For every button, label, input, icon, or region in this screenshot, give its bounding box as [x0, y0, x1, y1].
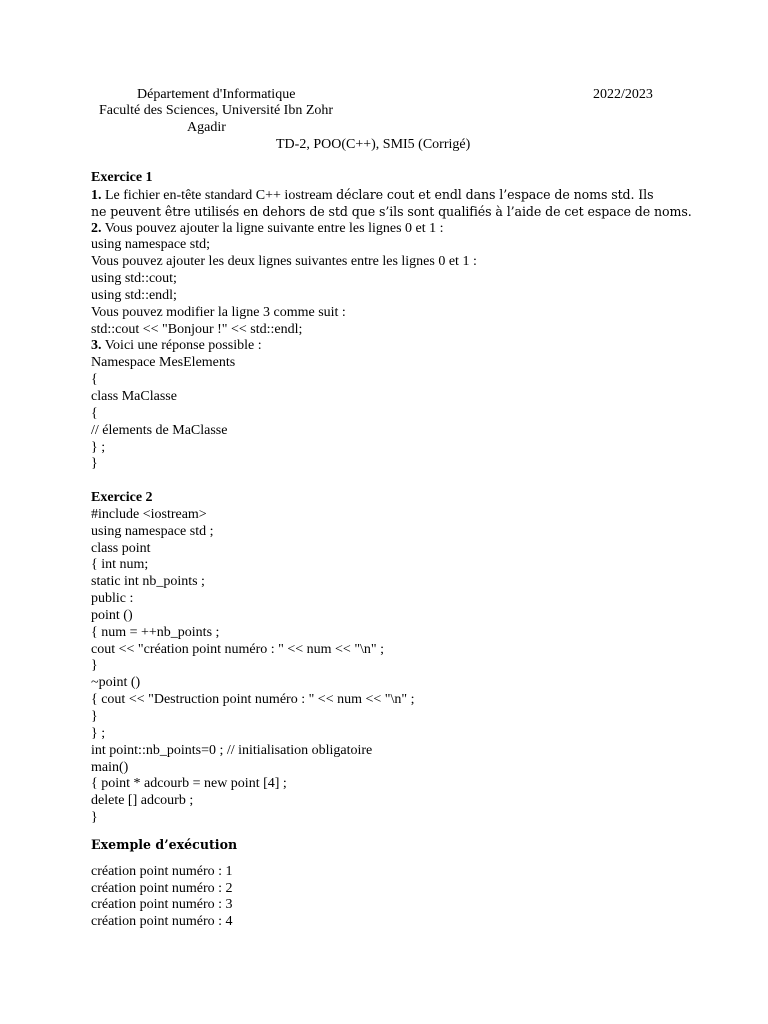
exercise-2-code [91, 507, 711, 827]
code-line: { int num; [91, 557, 149, 573]
code-line: { point * adcourb = new point [4] ; [91, 776, 287, 792]
output-line: création point numéro : 4 [91, 914, 233, 930]
faculty-name: Faculté des Sciences, Université Ibn Zohr [99, 103, 334, 118]
output-line: création point numéro : 3 [91, 897, 233, 913]
code-line: public : [91, 591, 134, 607]
document-body [91, 170, 711, 931]
code-brace-open-2: { [91, 405, 98, 421]
city-name: Agadir [187, 120, 226, 135]
question-2-alternative: Vous pouvez ajouter les deux lignes suivantes entre les lignes 0 et 1 : [91, 254, 477, 270]
code-using-namespace: using namespace std; [91, 237, 210, 253]
code-brace-close-1: } ; [91, 439, 106, 455]
code-line-3: std::cout << "Bonjour !" << std::endl; [91, 321, 303, 337]
code-line: cout << "création point numéro : " << num << "\n" ; [91, 641, 385, 657]
question-3-text: Voici une réponse possible : [101, 338, 262, 354]
question-1-number: 1. [91, 187, 102, 203]
course-title: TD-2, POO(C++), SMI5 (Corrigé) [276, 137, 471, 152]
question-2-text: Vous pouvez ajouter la ligne suivante entre les lignes 0 et 1 : [101, 220, 444, 236]
academic-year: 2022/2023 [593, 87, 653, 102]
question-3-number: 3. [91, 338, 102, 354]
code-line: class point [91, 540, 151, 556]
exercise-2-title: Exercice 2 [91, 490, 153, 506]
code-line: } [91, 810, 98, 826]
code-line: int point::nb_points=0 ; // initialisation obligatoire [91, 742, 373, 758]
code-line: } [91, 658, 98, 674]
question-3 [91, 338, 711, 355]
code-line: static int nb_points ; [91, 574, 205, 590]
department-name: Département d'Informatique [137, 87, 296, 102]
question-2-modify: Vous pouvez modifier la ligne 3 comme suit : [91, 304, 346, 320]
code-class: class MaClasse [91, 388, 177, 404]
question-1-text-b: déclare cout et endl dans l’espace de noms std. Ils [336, 186, 654, 202]
code-line: } [91, 709, 98, 724]
question-2 [91, 221, 711, 238]
code-using-endl: using std::endl; [91, 287, 177, 303]
execution-output [91, 864, 711, 931]
code-line: using namespace std ; [91, 523, 214, 539]
question-1-text-c: ne peuvent être utilisés en dehors de std que s’ils sont qualifiés à l’aide de cet espace de noms. [91, 203, 692, 219]
code-namespace: Namespace MesElements [91, 355, 236, 371]
code-using-cout: using std::cout; [91, 271, 177, 287]
code-line: #include <iostream> [91, 506, 207, 522]
output-line: création point numéro : 1 [91, 863, 233, 879]
question-1 [91, 187, 711, 204]
code-line: delete [] adcourb ; [91, 793, 194, 809]
code-line: point () [91, 607, 133, 623]
output-line: création point numéro : 2 [91, 880, 233, 896]
exercise-1-title: Exercice 1 [91, 170, 153, 185]
execution-example-title: Exemple d’exécution [91, 836, 238, 852]
question-1-text-a: Le fichier en-tête standard C++ iostream [101, 187, 337, 203]
code-brace-open-1: { [91, 372, 98, 388]
code-line: { cout << "Destruction point numéro : " << num << "\n" ; [91, 692, 415, 708]
code-line: main() [91, 759, 129, 775]
code-line: ~point () [91, 675, 141, 691]
question-2-number: 2. [91, 220, 102, 236]
code-comment: // élements de MaClasse [91, 422, 228, 438]
code-brace-close-2: } [91, 456, 98, 472]
code-line: { num = ++nb_points ; [91, 624, 220, 640]
code-line: } ; [91, 725, 106, 741]
